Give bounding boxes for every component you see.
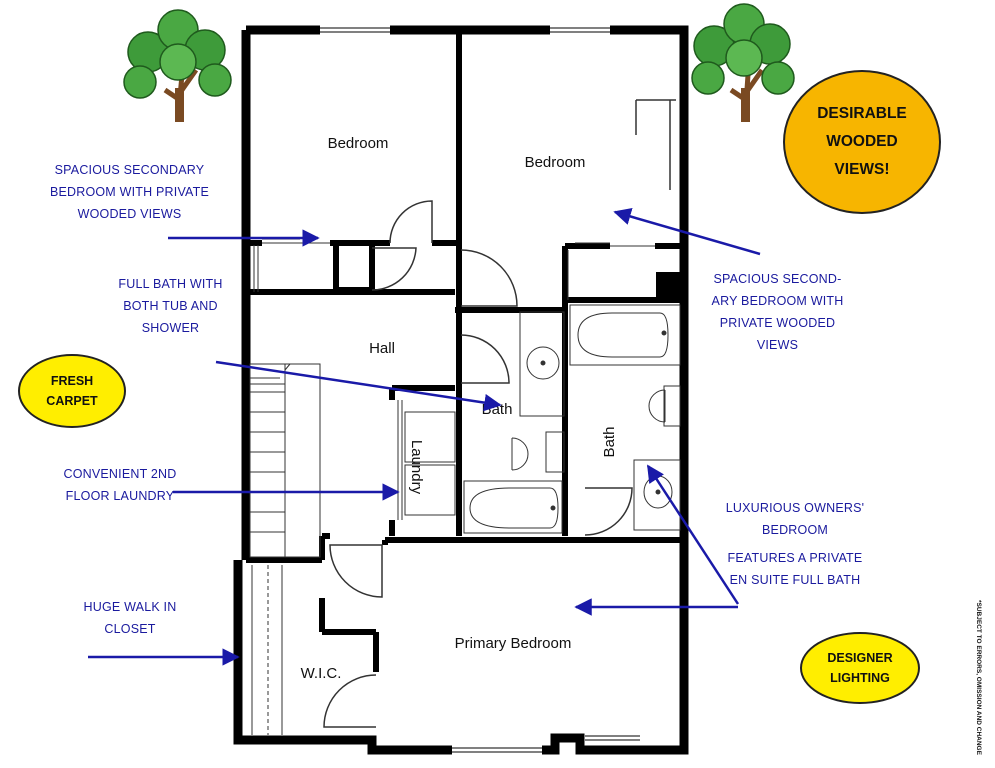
annotation-line: CONVENIENT 2ND <box>63 467 177 481</box>
annotation-line: HUGE WALK IN <box>83 600 177 614</box>
annotation-secondary-left <box>42 159 217 225</box>
room-label-wic: W.I.C. <box>300 665 342 682</box>
badge-line: WOODED <box>826 133 898 150</box>
annotation-line: FLOOR LAUNDRY <box>65 489 175 503</box>
annotation-line: CLOSET <box>104 622 156 636</box>
annotation-line: SPACIOUS SECOND- <box>713 272 842 286</box>
annotation-full-bath <box>98 273 243 339</box>
interior-walls <box>246 30 684 672</box>
annotation-line: EN SUITE FULL BATH <box>729 573 861 587</box>
room-label-bath-center: Bath <box>481 401 513 418</box>
annotation-line: PRIVATE WOODED <box>719 316 836 330</box>
room-label-bath-right: Bath <box>601 426 618 458</box>
annotation-line: FULL BATH WITH <box>118 277 223 291</box>
room-label-primary-bedroom: Primary Bedroom <box>454 635 572 652</box>
bath-fixtures-right <box>570 305 680 530</box>
badge-line: LIGHTING <box>830 671 890 685</box>
closet-details <box>252 239 655 735</box>
annotation-laundry <box>50 463 190 507</box>
annotation-line: ARY BEDROOM WITH <box>711 294 844 308</box>
badge-line: CARPET <box>46 394 98 408</box>
annotation-owners-bedroom <box>715 497 875 541</box>
badge-line: FRESH <box>50 374 94 388</box>
room-label-laundry: Laundry <box>408 439 425 495</box>
annotation-line: FEATURES A PRIVATE <box>727 551 863 565</box>
annotation-line: BEDROOM WITH PRIVATE <box>49 185 210 199</box>
badge-designer-lighting <box>800 632 920 704</box>
tree-icon <box>692 4 794 122</box>
badge-wooded-views <box>783 70 941 214</box>
badge-line: DESIGNER <box>827 651 893 665</box>
laundry-appliances <box>398 400 455 520</box>
staircase <box>250 364 320 557</box>
bath-fixtures-center <box>464 312 564 533</box>
room-label-hall: Hall <box>369 340 395 357</box>
annotation-line: BOTH TUB AND <box>123 299 218 313</box>
room-label-bedroom-right: Bedroom <box>524 154 586 171</box>
disclaimer-text: *SUBJECT TO ERRORS, OMISSION AND CHANGE <box>975 600 982 755</box>
annotation-secondary-right <box>700 268 855 356</box>
annotation-line: SPACIOUS SECONDARY <box>54 163 205 177</box>
annotation-line: WOODED VIEWS <box>77 207 182 221</box>
room-label-bedroom-left: Bedroom <box>327 135 389 152</box>
badge-line: VIEWS! <box>834 161 890 178</box>
badge-line: DESIRABLE <box>817 105 907 122</box>
annotation-line: VIEWS <box>756 338 799 352</box>
annotation-line: BEDROOM <box>762 523 828 537</box>
annotation-en-suite <box>715 547 875 591</box>
annotation-line: SHOWER <box>141 321 200 335</box>
tree-icon <box>124 10 231 122</box>
badge-fresh-carpet <box>18 354 126 428</box>
annotation-closet <box>80 596 180 640</box>
annotation-line: LUXURIOUS OWNERS' <box>725 501 865 515</box>
